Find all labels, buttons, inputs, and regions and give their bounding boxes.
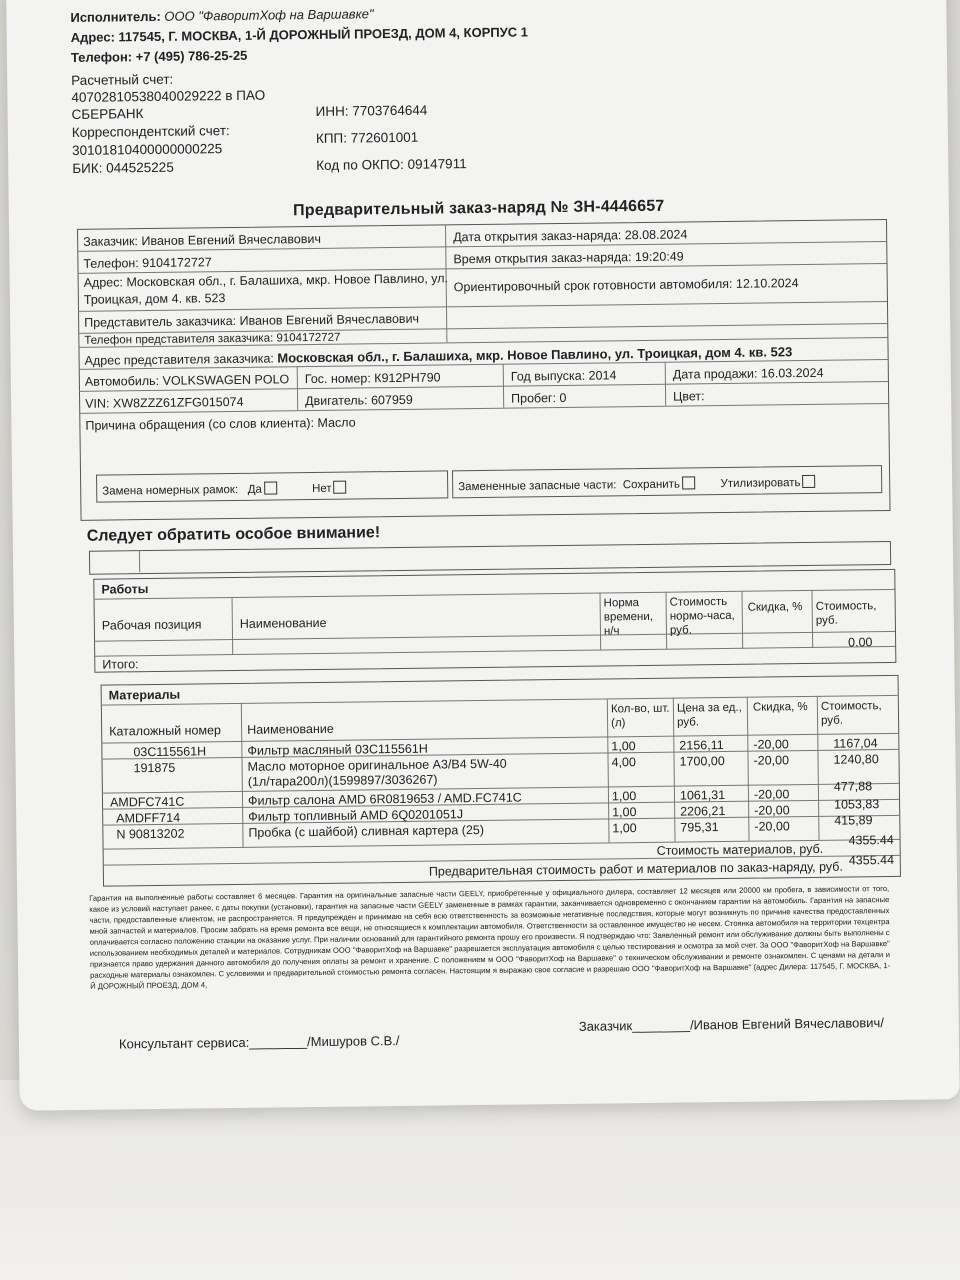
works-table bbox=[93, 569, 896, 673]
works-col-rate: Стоимость нормо-часа, руб. bbox=[669, 595, 735, 637]
executor-label: Исполнитель: bbox=[70, 8, 161, 25]
floor-surface bbox=[0, 1080, 960, 1280]
kpp: КПП: 772601001 bbox=[315, 129, 419, 146]
order-sheet bbox=[6, 0, 960, 1111]
corr-label: Корреспондентский счет: bbox=[71, 123, 230, 140]
mileage: Пробег: 0 bbox=[511, 390, 567, 406]
works-col-hours: Норма времени, н/ч bbox=[603, 597, 654, 638]
material-row-4-cost: 1053,83 bbox=[834, 797, 880, 812]
frames-label: Замена номерных рамок: bbox=[102, 483, 239, 498]
materials-col-discount: Скидка, % bbox=[752, 701, 808, 714]
plate-number: Гос. номер: К912РН790 bbox=[304, 370, 441, 387]
okpo: Код по ОКПО: 09147911 bbox=[316, 156, 467, 173]
open-time: Время открытия заказ-наряда: 19:20:49 bbox=[453, 249, 684, 267]
material-row-1-name: Фильтр масляный 03C115561H bbox=[247, 741, 428, 758]
rep-address-label: Адрес представителя заказчика: bbox=[84, 351, 274, 368]
warranty-terms: Гарантия на выполненные работы составляет 6 месяцев. Гарантия на оригинальные запасные части GEELY, приобретенные у официального дилера, составляет 12 месяцев или 20000 км пробега, в зависимости от того, какое из условий наступает ранее, с даты покупки (установки), гарантия на запасные части GEELY замененные в рамках гарантии, заканчивается одновременно с окончанием гарантии на автомобиль. Гарантия на запасные части, предоставленные клиентом, не распространяется. Я предупрежден и принимаю на себя всю ответственность за возможные негативные последствия, которые могут возникнуть по причине качества предоставленных мной запчастей и материалов. Просим забрать на время ремонта все вещи, не относящиеся к комплектации автомобиля. Ответственности за оставленное имущество не несем. Стоянка автомобиля на территории техцентра оплачивается согласно положению станции на оказание услуг. При наличии оснований для гарантийного ремонта прошу его произвести. Я подтверждаю что: Заявленный ремонт или обслуживание должны быть выполнены с использованием необходимых деталей и материалов. Сотрудникам ООО "ФаворитХоф на Варшавке" разрешается эксплуатация автомобиля с целью тестирования и осмотра за мой счет. За ООО "ФаворитХоф на Варшавке" признается право удержания данного автомобиля до получения оплаты за ремонт и хранение. С положением м ООО "ФаворитХоф на Варшавке" о техническом обслуживании и ремонте ознакомлен. С ценами на детали и расходные материалы ознакомлен. С условиями и предварительной стоимостью ремонта согласен. Настоящим я выражаю свое согласие и разрешаю ООО "ФаворитХоф на Варшавке" (адрес Дилера: 117545, Г. МОСКВА, 1-Й ДОРОЖНЫЙ ПРОЕЗД, ДОМ 4, bbox=[89, 884, 891, 991]
frames-no-checkbox[interactable] bbox=[334, 481, 347, 494]
material-row-4-qty: 1,00 bbox=[612, 805, 637, 820]
consultant-signature: Консультант сервиса:________/Мишуров С.В./ bbox=[118, 1033, 400, 1052]
bik: БИК: 044525225 bbox=[72, 159, 174, 176]
attention-heading: Следует обратить особое внимание! bbox=[86, 524, 381, 545]
document-title: Предварительный заказ-наряд № ЗН-4446657 bbox=[293, 197, 665, 220]
inn: ИНН: 7703764644 bbox=[315, 102, 428, 119]
color: Цвет: bbox=[673, 389, 705, 404]
material-row-5-name: Пробка (с шайбой) сливная картера (25) bbox=[248, 822, 485, 840]
keep-label: Сохранить bbox=[622, 478, 681, 492]
material-row-3-name: Фильтр салона AMD 6R0819653 / AMD.FC741C bbox=[247, 790, 522, 808]
customer-signature: Заказчик________/Иванов Евгений Вячеславович/ bbox=[578, 1015, 884, 1034]
ready-date: Ориентировочный срок готовности автомобиля: 12.10.2024 bbox=[453, 276, 799, 295]
account-value: 40702810538040029222 в ПАО bbox=[71, 87, 266, 105]
materials-total-label: Стоимость материалов, руб. bbox=[656, 841, 824, 858]
material-row-3-qty: 1,00 bbox=[611, 789, 637, 804]
executor-address: Адрес: 117545, Г. МОСКВА, 1-Й ДОРОЖНЫЙ ПРОЕЗД, ДОМ 4, КОРПУС 1 bbox=[70, 24, 529, 45]
material-row-5-catalog: N 90813202 bbox=[116, 826, 185, 842]
works-col-discount: Скидка, % bbox=[747, 601, 803, 614]
material-row-2-catalog: 191875 bbox=[133, 760, 176, 776]
customer-address-line2: Троицкая, дом 4. кв. 523 bbox=[83, 291, 226, 307]
works-section-title: Работы bbox=[101, 582, 149, 597]
material-row-5-cost: 415,89 bbox=[834, 813, 873, 828]
open-date: Дата открытия заказ-наряда: 28.08.2024 bbox=[453, 227, 688, 245]
representative-phone: Телефон представителя заказчика: 9104172727 bbox=[84, 331, 341, 347]
customer-name: Заказчик: Иванов Евгений Вячеславович bbox=[83, 231, 322, 249]
car-model: Автомобиль: VOLKSWAGEN POLO bbox=[84, 372, 290, 389]
parts-label: Замененные запасные части: bbox=[458, 479, 617, 494]
dispose-label: Утилизировать bbox=[720, 477, 801, 491]
material-row-1-cost: 1167,04 bbox=[833, 736, 878, 751]
works-total-value: 0.00 bbox=[848, 635, 873, 650]
frames-yes-checkbox[interactable] bbox=[264, 481, 277, 494]
material-row-1-discount: -20,00 bbox=[753, 737, 789, 752]
vin: VIN: XW8ZZZ61ZFG015074 bbox=[85, 394, 244, 411]
material-row-1-price: 2156,11 bbox=[679, 738, 724, 753]
grand-total-label: Предварительная стоимость работ и материалов по заказ-наряду, руб. bbox=[428, 859, 843, 879]
representative: Представитель заказчика: Иванов Евгений Вячеславович bbox=[84, 311, 420, 330]
material-row-5-discount: -20,00 bbox=[754, 819, 790, 834]
grand-total-value: 4355.44 bbox=[848, 852, 895, 868]
visit-reason: Причина обращения (со слов клиента): Масло bbox=[85, 415, 356, 433]
materials-col-catalog: Каталожный номер bbox=[109, 723, 222, 739]
works-total-label: Итого: bbox=[102, 657, 139, 672]
customer-phone: Телефон: 9104172727 bbox=[83, 255, 212, 271]
material-row-1-qty: 1,00 bbox=[611, 739, 636, 754]
bank-name: СБЕРБАНК bbox=[71, 106, 144, 122]
material-row-4-name: Фильтр топливный AMD 6Q0201051J bbox=[248, 807, 464, 824]
frames-yes-label: Да bbox=[247, 483, 262, 496]
material-row-4-price: 2206,21 bbox=[680, 804, 726, 819]
works-col-cost: Стоимость, руб. bbox=[815, 600, 877, 627]
material-row-5-price: 795,31 bbox=[680, 820, 719, 835]
corr-value: 30101810400000000225 bbox=[71, 141, 223, 158]
dispose-checkbox[interactable] bbox=[802, 475, 815, 488]
material-row-2-name: Масло моторное оригинальное A3/B4 5W-40 bbox=[247, 756, 507, 774]
keep-checkbox[interactable] bbox=[682, 476, 695, 489]
executor-name: ООО "ФаворитХоф на Варшавке" bbox=[164, 6, 374, 24]
material-row-2-cost: 1240,80 bbox=[833, 752, 879, 767]
frames-no-label: Нет bbox=[311, 482, 332, 496]
material-row-2-price: 1700,00 bbox=[679, 754, 725, 769]
materials-col-cost: Стоимость, руб. bbox=[820, 700, 882, 727]
materials-col-name: Наименование bbox=[247, 721, 334, 737]
works-col-position: Рабочая позиция bbox=[101, 617, 202, 633]
works-col-name: Наименование bbox=[239, 615, 327, 631]
customer-address-line1: Адрес: Московская обл., г. Балашиха, мкр. Новое Павлино, ул. bbox=[83, 271, 449, 290]
engine-number: Двигатель: 607959 bbox=[305, 392, 413, 409]
material-row-2-qty: 4,00 bbox=[611, 755, 636, 770]
material-row-3-discount: -20,00 bbox=[753, 787, 790, 802]
material-row-3-price: 1061,31 bbox=[679, 788, 726, 803]
material-row-5-qty: 1,00 bbox=[612, 821, 637, 836]
rep-address-value: Московская обл., г. Балашиха, мкр. Новое Павлино, ул. Троицкая, дом 4. кв. 523 bbox=[277, 344, 793, 366]
material-row-1-catalog: 03C115561H bbox=[133, 744, 207, 760]
executor-phone: Телефон: +7 (495) 786-25-25 bbox=[70, 47, 248, 65]
material-row-2-discount: -20,00 bbox=[753, 753, 790, 768]
material-row-2-name-cont: (1л/тара200л)(1599897/3036267) bbox=[247, 772, 438, 789]
material-row-4-catalog: AMDFF714 bbox=[116, 810, 181, 826]
materials-col-qty: Кол-во, шт. (л) bbox=[610, 702, 670, 730]
materials-col-price: Цена за ед., руб. bbox=[676, 701, 742, 729]
manufacture-year: Год выпуска: 2014 bbox=[510, 368, 617, 384]
materials-section-title: Материалы bbox=[108, 687, 181, 703]
material-row-4-discount: -20,00 bbox=[754, 803, 790, 818]
executor-line bbox=[70, 5, 373, 27]
material-row-3-catalog: AMDFC741C bbox=[109, 794, 185, 810]
material-row-3-cost: 477,88 bbox=[833, 779, 873, 794]
frames-replacement bbox=[102, 481, 347, 498]
materials-total-value: 4355.44 bbox=[848, 832, 894, 848]
sale-date: Дата продажи: 16.03.2024 bbox=[672, 365, 824, 382]
account-label: Расчетный счет: bbox=[71, 71, 174, 88]
